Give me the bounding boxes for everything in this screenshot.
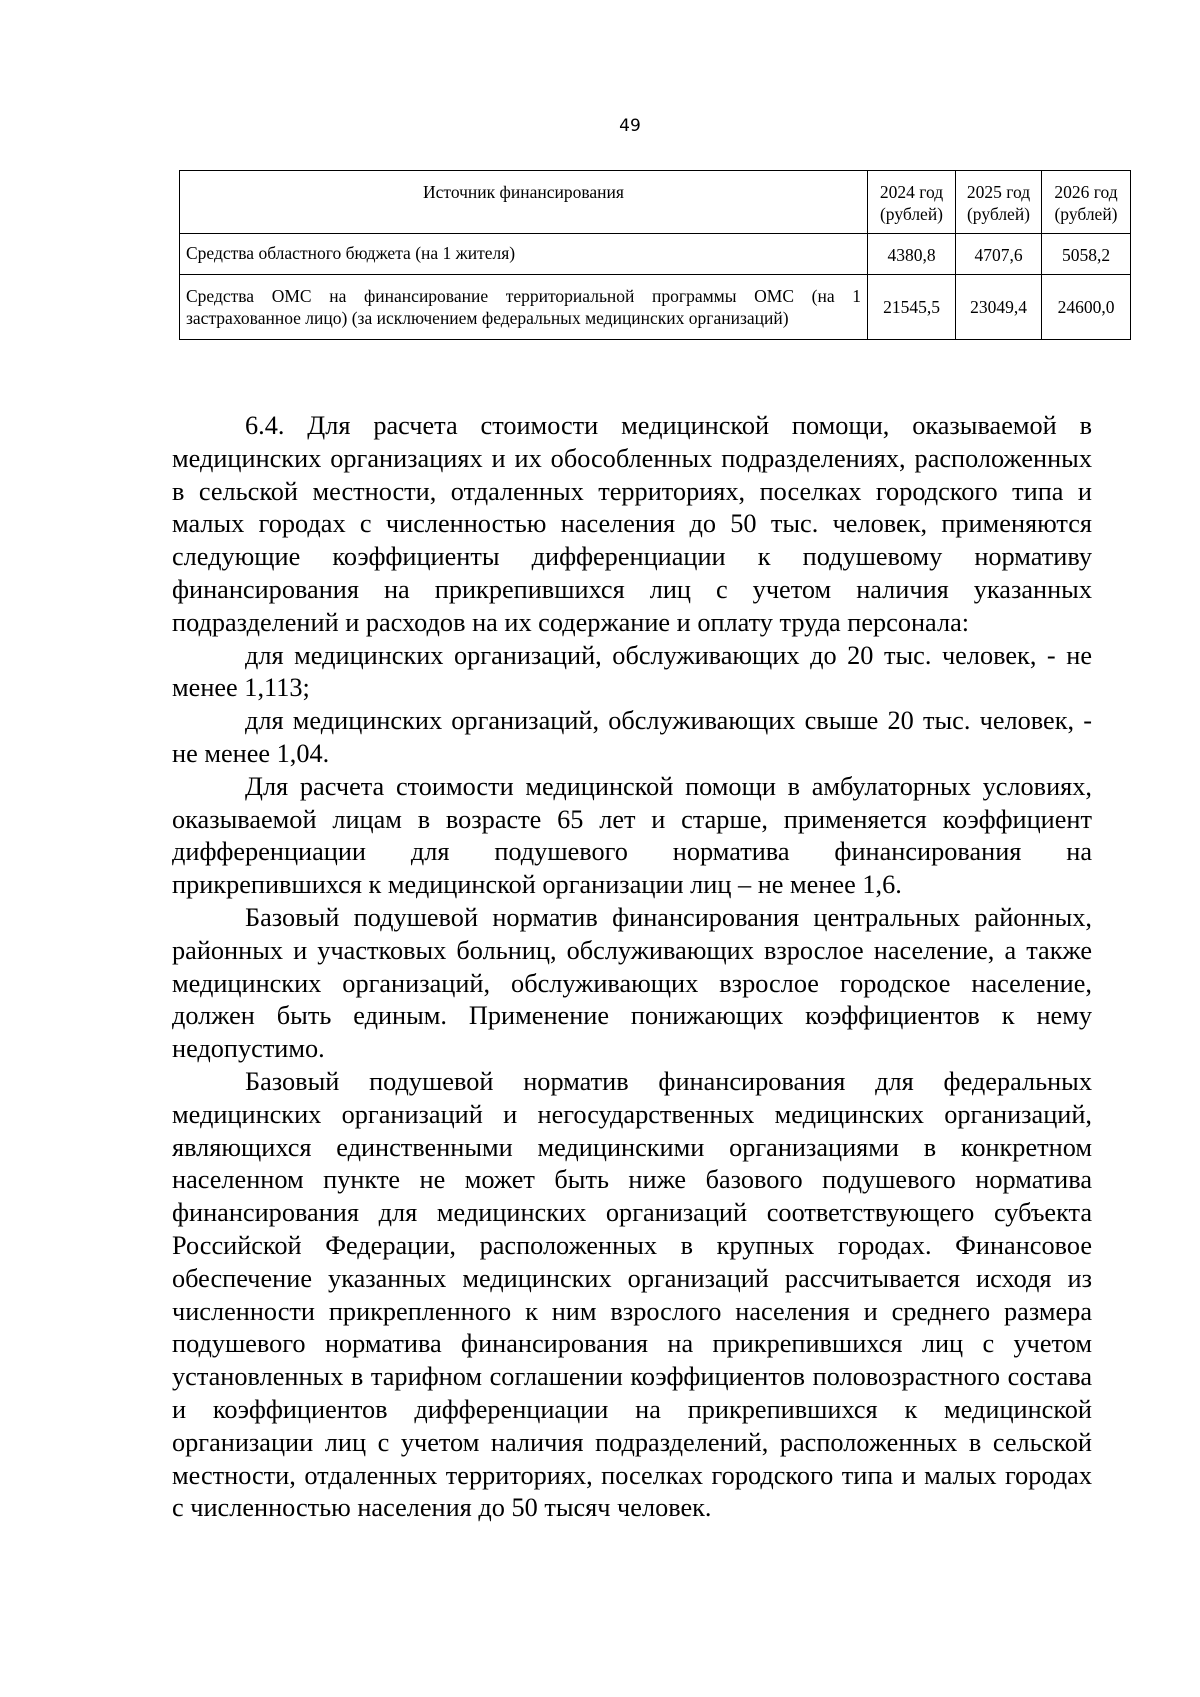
row-value: 24600,0: [1042, 275, 1131, 340]
paragraph-coef-over-20k: для медицинских организаций, обслуживающих свыше 20 тыс. человек, - не менее 1,04.: [172, 706, 1092, 768]
paragraph-6-4: 6.4. Для расчета стоимости медицинской помощи, оказываемой в медицинских организациях и их обособленных подразделениях, расположенных в сельской местности, отдаленных территориях, поселках городского типа и малых городах с численностью населения до 50 тыс. человек, применяются следующие коэффициенты дифференциации к подушевому нормативу финансирования на прикрепившихся лиц с учетом наличия указанных подразделений и расходов на их содержание и оплату труда персонала:: [172, 411, 1092, 637]
paragraph-base-norm-hospitals: Базовый подушевой норматив финансирования центральных районных, районных и участковых больниц, обслуживающих взрослое население, а также медицинских организаций, обслуживающих взрослое городское население, должен быть единым. Применение понижающих коэффициентов к нему недопустимо.: [172, 902, 1092, 1064]
header-year-2024: 2024 год (рублей): [868, 171, 956, 234]
row-value: 4707,6: [956, 234, 1042, 275]
paragraph-coef-65-plus: Для расчета стоимости медицинской помощи в амбулаторных условиях, оказываемой лицам в возрасте 65 лет и старше, применяется коэффициент дифференциации для подушевого норматива финансирования на прикрепившихся к медицинской организации лиц – не менее 1,6.: [172, 771, 1092, 900]
row-value: 21545,5: [868, 275, 956, 340]
row-value: 23049,4: [956, 275, 1042, 340]
body-text: [172, 410, 1092, 1525]
header-year-2025: 2025 год (рублей): [956, 171, 1042, 234]
paragraph-coef-up-to-20k: для медицинских организаций, обслуживающих до 20 тыс. человек, - не менее 1,113;: [172, 640, 1092, 703]
page-number: 49: [619, 116, 641, 136]
financing-table: [179, 170, 1131, 340]
table-row: [180, 275, 1131, 340]
paragraph-base-norm-federal: Базовый подушевой норматив финансирования для федеральных медицинских организаций и негосударственных медицинских организаций, являющихся единственными медицинскими организациями в конкретном населенном пункте не может быть ниже базового подушевого норматива финансирования для медицинских организаций соответствующего субъекта Российской Федерации, расположенных в крупных городах. Финансовое обеспечение указанных медицинских организаций рассчитывается исходя из численности прикрепленного к ним взрослого населения и среднего размера подушевого норматива финансирования на прикрепившихся лиц с учетом установленных в тарифном соглашении коэффициентов половозрастного состава и коэффициентов дифференциации на прикрепившихся к медицинской организации лиц с учетом наличия подразделений, расположенных в сельской местности, отдаленных территориях, поселках городского типа и малых городах с численностью населения до 50 тысяч человек.: [172, 1066, 1092, 1523]
row-value: 4380,8: [868, 234, 956, 275]
table-header-row: [180, 171, 1131, 234]
row-label: Средства ОМС на финансирование территориальной программы ОМС (на 1 застрахованное лицо) (за исключением федеральных медицинских организаций): [180, 275, 868, 340]
table-row: [180, 234, 1131, 275]
header-year-2026: 2026 год (рублей): [1042, 171, 1131, 234]
row-value: 5058,2: [1042, 234, 1131, 275]
row-label: Средства областного бюджета (на 1 жителя): [180, 234, 868, 275]
header-source: Источник финансирования: [180, 171, 868, 234]
